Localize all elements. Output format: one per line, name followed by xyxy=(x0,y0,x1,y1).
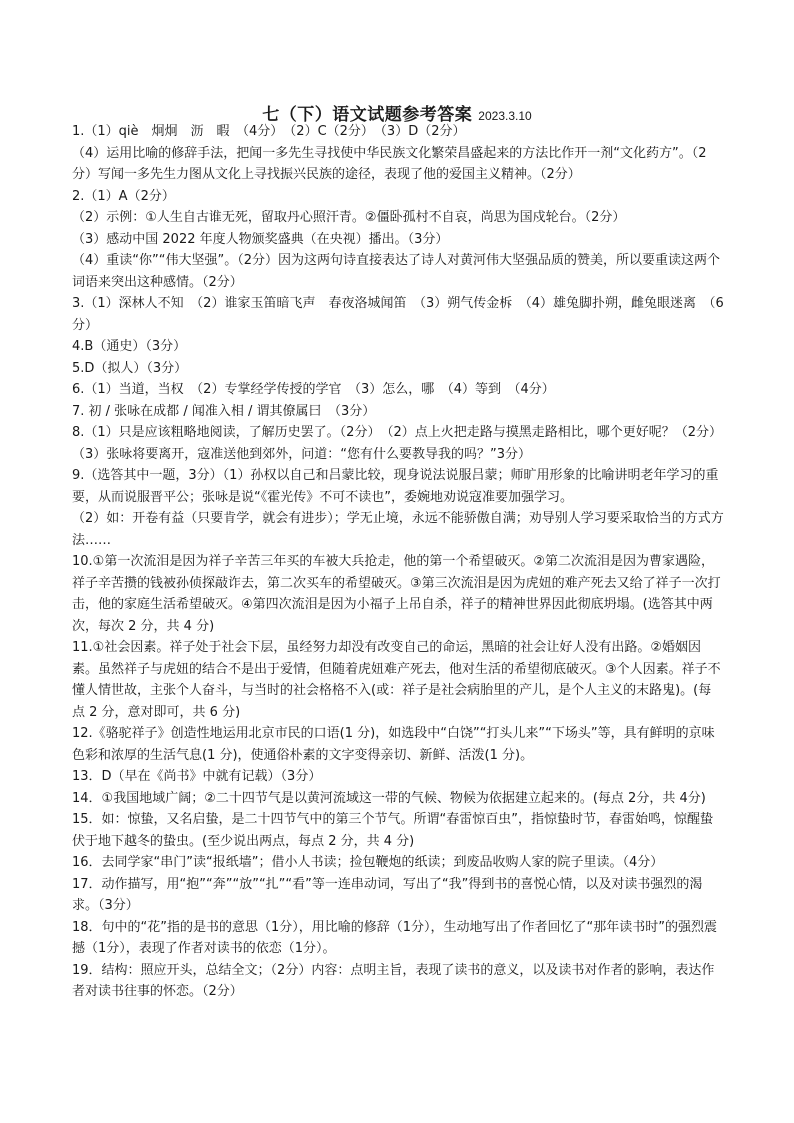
answer-line: 3.（1）深林人不知 （2）谁家玉笛暗飞声 春夜洛城闻笛 （3）朔气传金柝 （4）雄兔脚扑朔，雌兔眼迷离 （6分） xyxy=(72,296,724,333)
answer-list xyxy=(72,121,729,1003)
answer-line: （2）如：开卷有益（只要肯学，就会有进步）；学无止境，永远不能骄傲自满；劝导别人学习要采取恰当的方式方法…… xyxy=(72,511,724,548)
answer-line: （4）重读“你”“伟大坚强”。（2分）因为这两句诗直接表达了诗人对黄河伟大坚强品质的赞美，所以要重读这两个词语来突出这种感情。（2分） xyxy=(72,253,720,290)
answer-line: 1.（1）qiè 炯炯 沥 暇 （4分） （2）C（2分） （3）D（2分） xyxy=(72,124,466,139)
answer-line: 12.《骆驼祥子》创造性地运用北京市民的口语(1 分)，如选段中“白饶”“打头儿来”“下场头”等，具有鲜明的京味色彩和浓厚的生活气息(1 分)，使通俗朴素的文字变得亲切、新鲜、活泼(1 分)。 xyxy=(72,726,715,763)
answer-line: 15．如：惊蛰，又名启蛰，是二十四节气中的第三个节气。所谓“春雷惊百虫”，指惊蛰时节，春雷始鸣，惊醒蛰伏于地下越冬的蛰虫。(至少说出两点，每点 2 分，共 4 分) xyxy=(72,812,714,849)
answer-line: 5.D（拟人）（3分） xyxy=(72,360,188,376)
answer-line: 4.B（通史）（3分） xyxy=(72,339,187,354)
answer-line: （3）感动中国 2022 年度人物颁奖盛典（在央视）播出。（3分） xyxy=(72,231,449,247)
answer-line: 11.①社会因素。祥子处于社会下层，虽经努力却没有改变自己的命运，黑暗的社会让好人没有出路。②婚姻因素。虽然祥子与虎妞的结合不是出于爱情，但随着虎妞难产死去，他对生活的希望彻底破灭。③个人因素。祥子不懂人情世故，主张个人奋斗，与当时的社会格格不入(或：祥子是社会病胎里的产儿，是个人主义的末路鬼)。(每点 2 分，意对即可，共 6 分) xyxy=(72,640,721,720)
answer-line: 6.（1）当道，当权 （2）专掌经学传授的学官 （3）怎么，哪 （4）等到 （4分） xyxy=(72,382,555,397)
answer-line: 18．句中的“花”指的是书的意思（1分），用比喻的修辞（1分），生动地写出了作者回忆了“那年读书时”的强烈震撼（1分），表现了作者对读书的依恋（1分）。 xyxy=(72,919,718,956)
page-title: 七（下）语文试题参考答案 xyxy=(262,105,473,125)
answer-line: 19．结构：照应开头，总结全文；（2分）内容：点明主旨，表现了读书的意义，以及读书对作者的影响，表达作者对读书往事的怀恋。（2分） xyxy=(72,962,715,999)
answer-line: 16．去同学家“串门”读“报纸墙”；借小人书读；捡包鞭炮的纸读；到废品收购人家的院子里读。（4分） xyxy=(72,855,664,870)
answer-line: 7. 初 / 张咏在成都 / 闻准入相 / 谓其僚属曰 （3分） xyxy=(72,403,376,419)
answer-line: （2）示例：①人生自古谁无死，留取丹心照汗青。②僵卧孤村不自哀，尚思为国戍轮台。（2分） xyxy=(72,210,626,225)
document-date: 2023.3.10 xyxy=(478,109,532,123)
answer-line: 10.①第一次流泪是因为祥子辛苦三年买的车被大兵抢走，他的第一个希望破灭。②第二次流泪是因为曹家遇险，祥子辛苦攒的钱被孙侦探敲诈去，第二次买车的希望破灭。③第三次流泪是因为虎妞的难产死去又给了祥子一次打击，他的家庭生活希望破灭。④第四次流泪是因为小福子上吊自杀，祥子的精神世界因此彻底坍塌。(选答其中两次，每次 2 分，共 4 分) xyxy=(72,554,721,634)
answer-line: 13．D（早在《尚书》中就有记载）（3分） xyxy=(72,769,322,784)
answer-line: 17．动作描写，用“抱”“奔”“放”“扎”“看”等一连串动词，写出了“我”得到书的喜悦心情，以及对读书强烈的渴求。（3分） xyxy=(72,876,703,913)
answer-line: 9.（选答其中一题，3分）（1）孙权以自己和吕蒙比较，现身说法说服吕蒙；师旷用形象的比喻讲明老年学习的重要，从而说服晋平公；张咏是说“《霍光传》不可不读也”，委婉地劝说寇准要加强学习。 xyxy=(72,468,719,505)
answer-line: 14．①我国地域广阔；②二十四节气是以黄河流域这一带的气候、物候为依据建立起来的。(每点 2分，共 4分) xyxy=(72,790,706,806)
answer-line: 8.（1）只是应该粗略地阅读，了解历史罢了。（2分） （2）点上火把走路与摸黑走路相比，哪个更好呢？（2分） （3）张咏将要离开，寇准送他到郊外，问道：“您有什么要教导我的吗？”3分） xyxy=(72,425,729,462)
answer-line: （4）运用比喻的修辞手法，把闻一多先生寻找使中华民族文化繁荣昌盛起来的方法比作开一剂“文化药方”。（2分）写闻一多先生力图从文化上寻找振兴民族的途径，表现了他的爱国主义精神。（2分） xyxy=(72,145,707,182)
answer-line: 2.（1）A（2分） xyxy=(72,188,175,204)
